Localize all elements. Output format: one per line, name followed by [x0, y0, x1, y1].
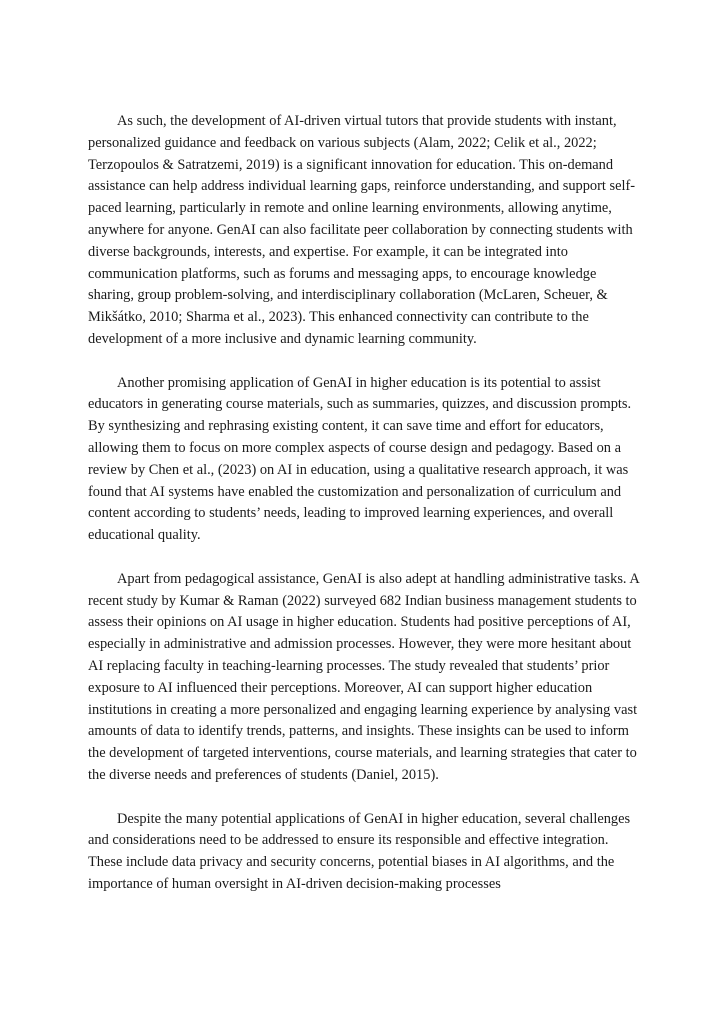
body-text	[88, 111, 640, 896]
paragraph-administrative-tasks: Apart from pedagogical assistance, GenAI is also adept at handling administrative tasks. A recent study by Kumar & Raman (2022) surveyed 682 Indian business management students to assess their opinions on AI usage in higher education. Students had positive perceptions of AI, especially in administrative and admission processes. However, they were more hesitant about AI replacing faculty in teaching-learning processes. The study revealed that students’ prior exposure to AI influenced their perceptions. Moreover, AI can support higher education institutions in creating a more personalized and engaging learning experience by analysing vast amounts of data to identify trends, patterns, and insights. These insights can be used to inform the development of targeted interventions, course materials, and learning strategies that cater to the diverse needs and preferences of students (Daniel, 2015).	[88, 570, 639, 783]
paragraph-course-materials: Another promising application of GenAI in higher education is its potential to assist educators in generating course materials, such as summaries, quizzes, and discussion prompts. By synthesizing and rephrasing existing content, it can save time and effort for educators, allowing them to focus on more complex aspects of course design and pedagogy. Based on a review by Chen et al., (2023) on AI in education, using a qualitative research approach, it was found that AI systems have enabled the customization and personalization of curriculum and content according to students’ needs, leading to improved learning experiences, and overall educational quality.	[88, 374, 632, 544]
paragraph-virtual-tutors: As such, the development of AI-driven virtual tutors that provide students with instant, personalized guidance and feedback on various subjects (Alam, 2022; Celik et al., 2022; Terzopoulos & Satratzemi, 2019) is a significant innovation for education. This on-demand assistance can help address individual learning gaps, reinforce understanding, and support self-paced learning, particularly in remote and online learning environments, allowing anytime, anywhere for anyone. GenAI can also facilitate peer collaboration by connecting students with diverse backgrounds, interests, and expertise. For example, it can be integrated into communication platforms, such as forums and messaging apps, to encourage knowledge sharing, group problem-solving, and interdisciplinary collaboration (McLaren, Scheuer, & Mikšátko, 2010; Sharma et al., 2023). This enhanced connectivity can contribute to the development of a more inclusive and dynamic learning community.	[88, 113, 636, 347]
paragraph-challenges: Despite the many potential applications of GenAI in higher education, several challenges and considerations need to be addressed to ensure its responsible and effective integration. These include data privacy and security concerns, potential biases in AI algorithms, and the importance of human oversight in AI-driven decision-making processes	[88, 810, 631, 892]
